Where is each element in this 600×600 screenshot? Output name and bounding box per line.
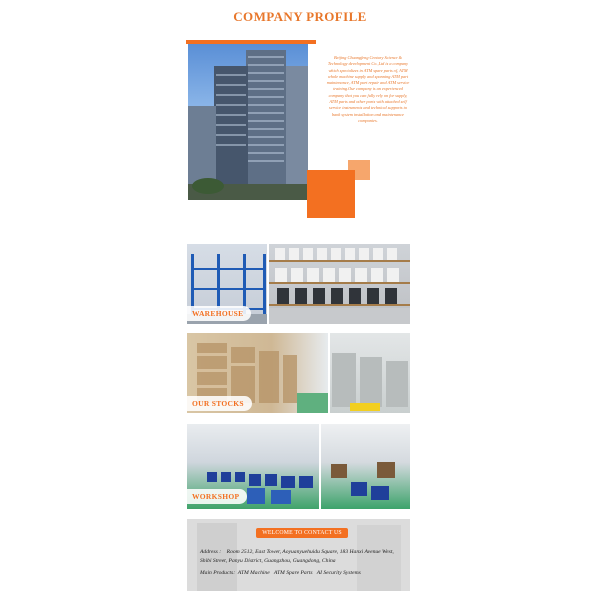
assembly-illustration	[321, 424, 410, 509]
office-building-photo	[188, 44, 308, 200]
product-item: ATM Spare Parts	[273, 570, 313, 576]
company-description: Beijing Chuangfeng Century Science & Technology development Co.,Ltd is a company which specializes in ATM spare parts of, ATM whole machine supply and spanning ATM part maintenance, ATM part repair and ATM service training.Our company is an experienced company that you can fully rely on for supply, ATM parts and other parts with attached self service instruments and technical supports to bank system installation and maintenance companies.	[326, 55, 410, 123]
contact-banner: WELCOME TO CONTACT US	[256, 528, 348, 538]
cartons-illustration	[330, 333, 410, 413]
address-value: Room 2512, East Tower, Aoyuanyuehuidu Square, 183 Hanxi Avenue West, Shibi Street, Panyu District, Guangzhou, Guangdong, China	[200, 549, 394, 564]
product-item: ATM Machine	[237, 570, 270, 576]
address-label: Address :	[200, 549, 222, 555]
warehouse-photo-shelves	[187, 244, 267, 324]
products-label: Main Products:	[200, 570, 236, 576]
warehouse-photo-boxes	[269, 244, 410, 324]
contact-address	[200, 548, 400, 565]
stocks-label: OUR STOCKS	[187, 396, 252, 411]
decorative-square-orange	[307, 170, 355, 218]
workshop-label: WORKSHOP	[187, 489, 247, 504]
product-item: AI Security Systems	[316, 570, 361, 576]
page-title: COMPANY PROFILE	[233, 9, 367, 24]
workshop-photo-floor	[187, 424, 319, 509]
warehouse-label: WAREHOUSE	[187, 306, 251, 321]
stocks-photo-cartons	[330, 333, 410, 413]
main-products	[200, 569, 405, 578]
boxes-illustration	[269, 244, 410, 324]
stocks-photo-pallets	[187, 333, 328, 413]
workshop-photo-assembly	[321, 424, 410, 509]
building-illustration	[188, 44, 308, 200]
